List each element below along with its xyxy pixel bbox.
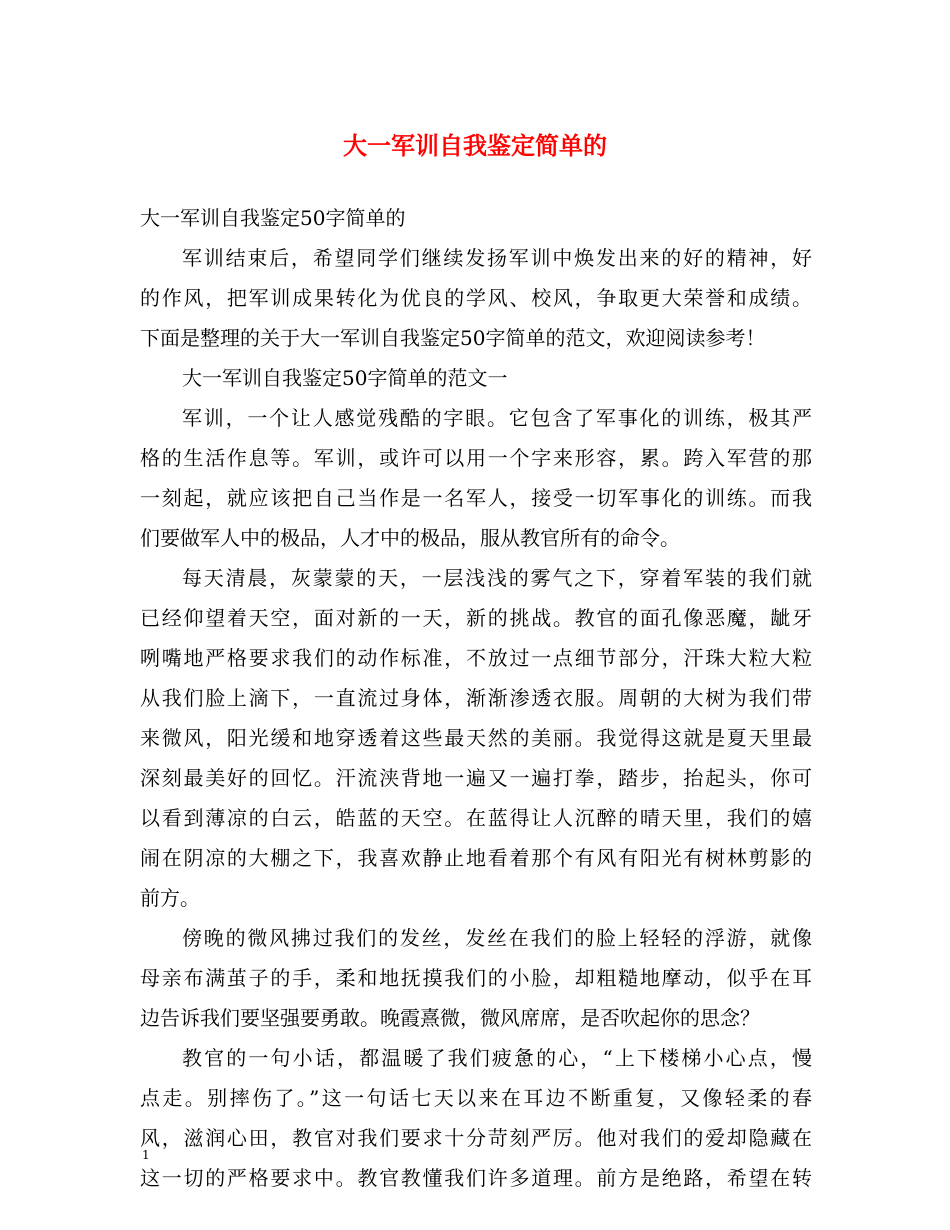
page-number: 1 — [142, 1148, 150, 1162]
text-line: 以看到薄凉的白云，皓蓝的天空。在蓝得让人沉醉的晴天里，我们的嬉 — [140, 806, 812, 830]
text-line: 一刻起，就应该把自己当作是一名军人，接受一切军事化的训练。而我 — [140, 486, 812, 510]
text-line: 军训结束后，希望同学们继续发扬军训中焕发出来的好的精神，好 — [182, 246, 812, 270]
document-body — [140, 198, 812, 1198]
text-line: 大一军训自我鉴定50字简单的范文一 — [182, 366, 508, 390]
text-line: 格的生活作息等。军训，或许可以用一个字来形容，累。跨入军营的那 — [140, 446, 812, 470]
text-line: 风，滋润心田，教官对我们要求十分苛刻严厉。他对我们的爱却隐藏在 — [140, 1126, 812, 1150]
text-line: 来微风，阳光缓和地穿透着这些最天然的美丽。我觉得这就是夏天里最 — [140, 726, 812, 750]
text-line: 傍晚的微风拂过我们的发丝，发丝在我们的脸上轻轻的浮游，就像 — [182, 926, 812, 950]
text-line: 下面是整理的关于大一军训自我鉴定50字简单的范文，欢迎阅读参考！ — [140, 326, 766, 350]
text-line: 点走。别摔伤了。”这一句话七天以来在耳边不断重复，又像轻柔的春 — [140, 1086, 812, 1110]
text-line: 从我们脸上滴下，一直流过身体，渐渐渗透衣服。周朝的大树为我们带 — [140, 686, 812, 710]
text-line: 前方。 — [140, 886, 200, 910]
text-line: 咧嘴地严格要求我们的动作标准，不放过一点细节部分，汗珠大粒大粒 — [140, 646, 812, 670]
text-line: 的作风，把军训成果转化为优良的学风、校风，争取更大荣誉和成绩。 — [140, 286, 812, 310]
text-line: 每天清晨，灰蒙蒙的天，一层浅浅的雾气之下，穿着军装的我们就 — [182, 566, 812, 590]
document-title: 大一军训自我鉴定简单的 — [343, 131, 607, 160]
text-line: 已经仰望着天空，面对新的一天，新的挑战。教官的面孔像恶魔，龇牙 — [140, 606, 812, 630]
text-line: 军训，一个让人感觉残酷的字眼。它包含了军事化的训练，极其严 — [182, 406, 812, 430]
text-line: 教官的一句小话，都温暖了我们疲惫的心，“上下楼梯小心点，慢 — [182, 1046, 812, 1070]
text-line: 大一军训自我鉴定50字简单的 — [140, 206, 406, 230]
text-line: 边告诉我们要坚强要勇敢。晚霞熹微，微风席席，是否吹起你的思念？ — [140, 1006, 760, 1030]
text-line: 闹在阴凉的大棚之下，我喜欢静止地看着那个有风有阳光有树林剪影的 — [140, 846, 812, 870]
text-line: 们要做军人中的极品，人才中的极品，服从教官所有的命令。 — [140, 526, 680, 550]
text-line: 母亲布满茧子的手，柔和地抚摸我们的小脸，却粗糙地摩动，似乎在耳 — [140, 966, 812, 990]
text-line: 这一切的严格要求中。教官教懂我们许多道理。前方是绝路，希望在转 — [140, 1166, 812, 1190]
text-line: 深刻最美好的回忆。汗流浃背地一遍又一遍打拳，踏步，抬起头，你可 — [140, 766, 812, 790]
